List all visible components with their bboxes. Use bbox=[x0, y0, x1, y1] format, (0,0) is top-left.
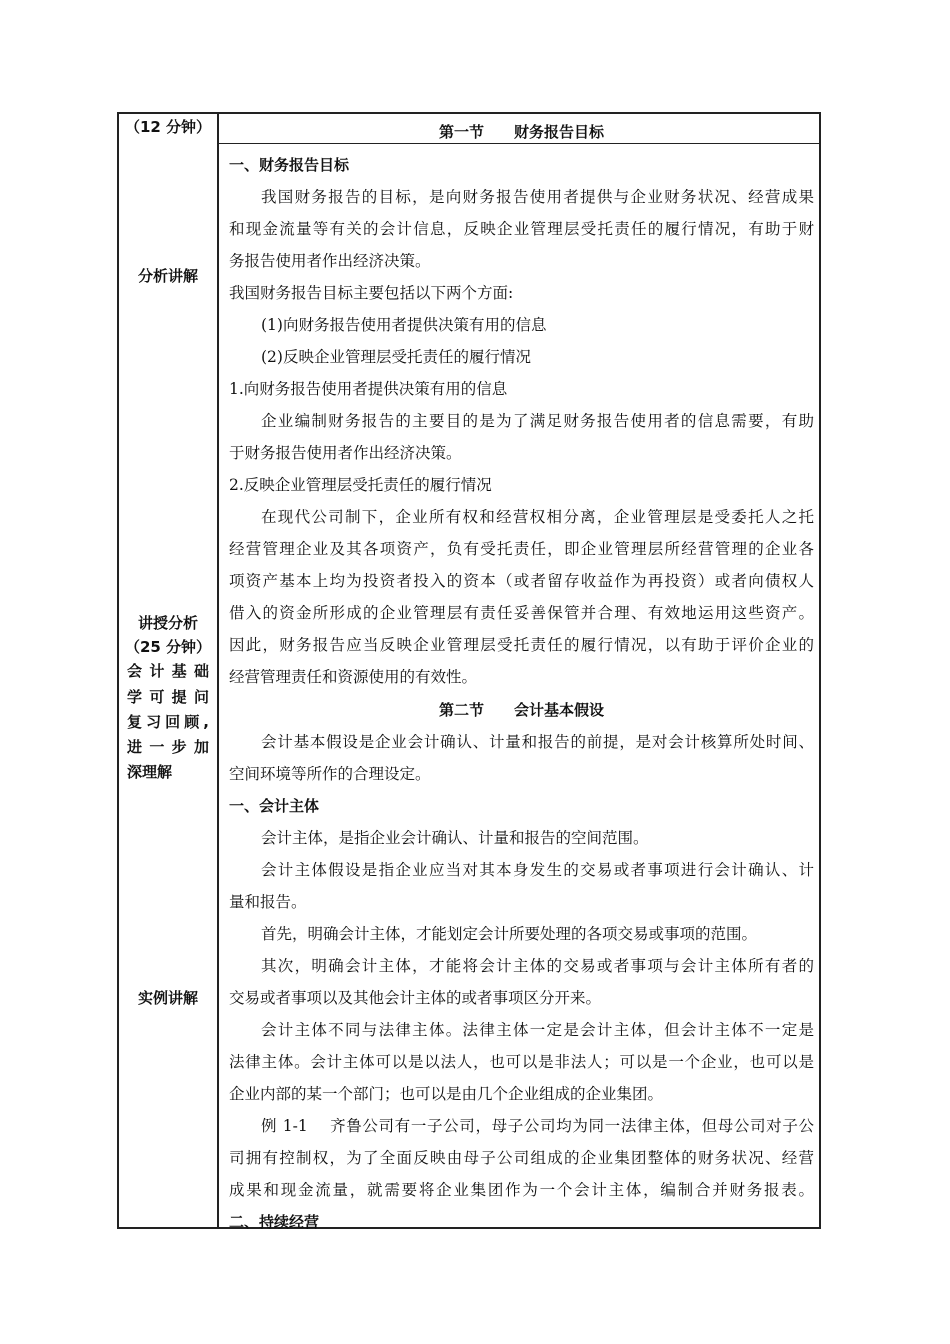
paragraph-line: 其次，明确会计主体，才能将会计主体的交易或者事项与会计主体所有者的 bbox=[261, 957, 814, 975]
subheading: 1.向财务报告使用者提供决策有用的信息 bbox=[229, 380, 508, 398]
paragraph-line: 会计基本假设是企业会计确认、计量和报告的前提，是对会计核算所处时间、 bbox=[261, 733, 814, 751]
paragraph-line: 借入的资金所形成的企业管理层有责任妥善保管并合理、有效地运用这些资产。 bbox=[229, 604, 814, 622]
paragraph-line: 和现金流量等有关的会计信息，反映企业管理层受托责任的履行情况，有助于财 bbox=[229, 220, 814, 238]
paragraph-line: 经营管理企业及其各项资产，负有受托责任，即企业管理层所经营管理的企业各 bbox=[229, 540, 814, 558]
paragraph-line: 会计主体假设是指企业应当对其本身发生的交易或者事项进行会计确认、计 bbox=[261, 861, 814, 879]
paragraph-line: 会计主体，是指企业会计确认、计量和报告的空间范围。 bbox=[261, 829, 649, 847]
section2-heading-2: 二、持续经营 bbox=[229, 1213, 320, 1231]
paragraph-line: 量和报告。 bbox=[229, 893, 307, 911]
section2-title: 第二节 会计基本假设 bbox=[438, 701, 604, 719]
list-item: (1)向财务报告使用者提供决策有用的信息 bbox=[261, 316, 547, 334]
teach-desc-1: 会计基础 bbox=[127, 662, 209, 680]
section1-title: 第一节 财务报告目标 bbox=[438, 123, 604, 141]
paragraph-line: 经营管理责任和资源使用的有效性。 bbox=[229, 668, 478, 686]
paragraph-line: 在现代公司制下，企业所有权和经营权相分离，企业管理层是受委托人之托 bbox=[261, 508, 814, 526]
teach-desc-3: 复习回顾, bbox=[127, 713, 209, 731]
paragraph-line: 我国财务报告的目标，是向财务报告使用者提供与企业财务状况、经营成果 bbox=[261, 188, 814, 206]
example-line: 例 1-1 齐鲁公司有一子公司，母子公司均为同一法律主体，但母公司对子公 bbox=[261, 1117, 814, 1135]
paragraph-line: 因此，财务报告应当反映企业管理层受托责任的履行情况，以有助于评价企业的 bbox=[229, 636, 814, 654]
example-line: 司拥有控制权，为了全面反映由母子公司组成的企业集团整体的财务状况、经营 bbox=[229, 1149, 814, 1167]
section2-heading: 一、会计主体 bbox=[229, 797, 320, 815]
teach-title: 讲授分析 bbox=[137, 614, 198, 632]
paragraph-line: 企业内部的某一个部门；也可以是由几个企业组成的企业集团。 bbox=[229, 1085, 664, 1103]
paragraph-line: 于财务报告使用者作出经济决策。 bbox=[229, 444, 462, 462]
teach-time: （25 分钟） bbox=[124, 638, 212, 656]
paragraph-line: 交易或者事项以及其他会计主体的或者事项区分开来。 bbox=[229, 989, 602, 1007]
subheading: 2.反映企业管理层受托责任的履行情况 bbox=[229, 476, 492, 494]
paragraph-line: 务报告使用者作出经济决策。 bbox=[229, 252, 431, 270]
paragraph-line: 会计主体不同与法律主体。法律主体一定是会计主体，但会计主体不一定是 bbox=[261, 1021, 814, 1039]
teach-desc-4: 进一步加 bbox=[127, 738, 209, 756]
example-label: 实例讲解 bbox=[137, 989, 198, 1007]
analysis-label: 分析讲解 bbox=[137, 267, 198, 285]
list-item: (2)反映企业管理层受托责任的履行情况 bbox=[261, 348, 531, 366]
paragraph-line: 企业编制财务报告的主要目的是为了满足财务报告使用者的信息需要，有助 bbox=[261, 412, 814, 430]
example-line: 成果和现金流量，就需要将企业集团作为一个会计主体，编制合并财务报表。 bbox=[229, 1181, 814, 1199]
paragraph-line: 空间环境等所作的合理设定。 bbox=[229, 765, 431, 783]
section1-heading: 一、财务报告目标 bbox=[229, 156, 350, 174]
column-divider bbox=[217, 112, 219, 1229]
teach-desc-5: 深理解 bbox=[127, 763, 173, 781]
paragraph-line: 我国财务报告目标主要包括以下两个方面: bbox=[229, 284, 514, 302]
paragraph-line: 项资产基本上均为投资者投入的资本（或者留存收益作为再投资）或者向债权人 bbox=[229, 572, 814, 590]
paragraph-line: 法律主体。会计主体可以是以法人，也可以是非法人；可以是一个企业，也可以是 bbox=[229, 1053, 814, 1071]
time-label-12: （12 分钟） bbox=[124, 118, 212, 136]
teach-desc-2: 学可提问 bbox=[127, 688, 209, 706]
paragraph-line: 首先，明确会计主体，才能划定会计所要处理的各项交易或事项的范围。 bbox=[261, 925, 758, 943]
